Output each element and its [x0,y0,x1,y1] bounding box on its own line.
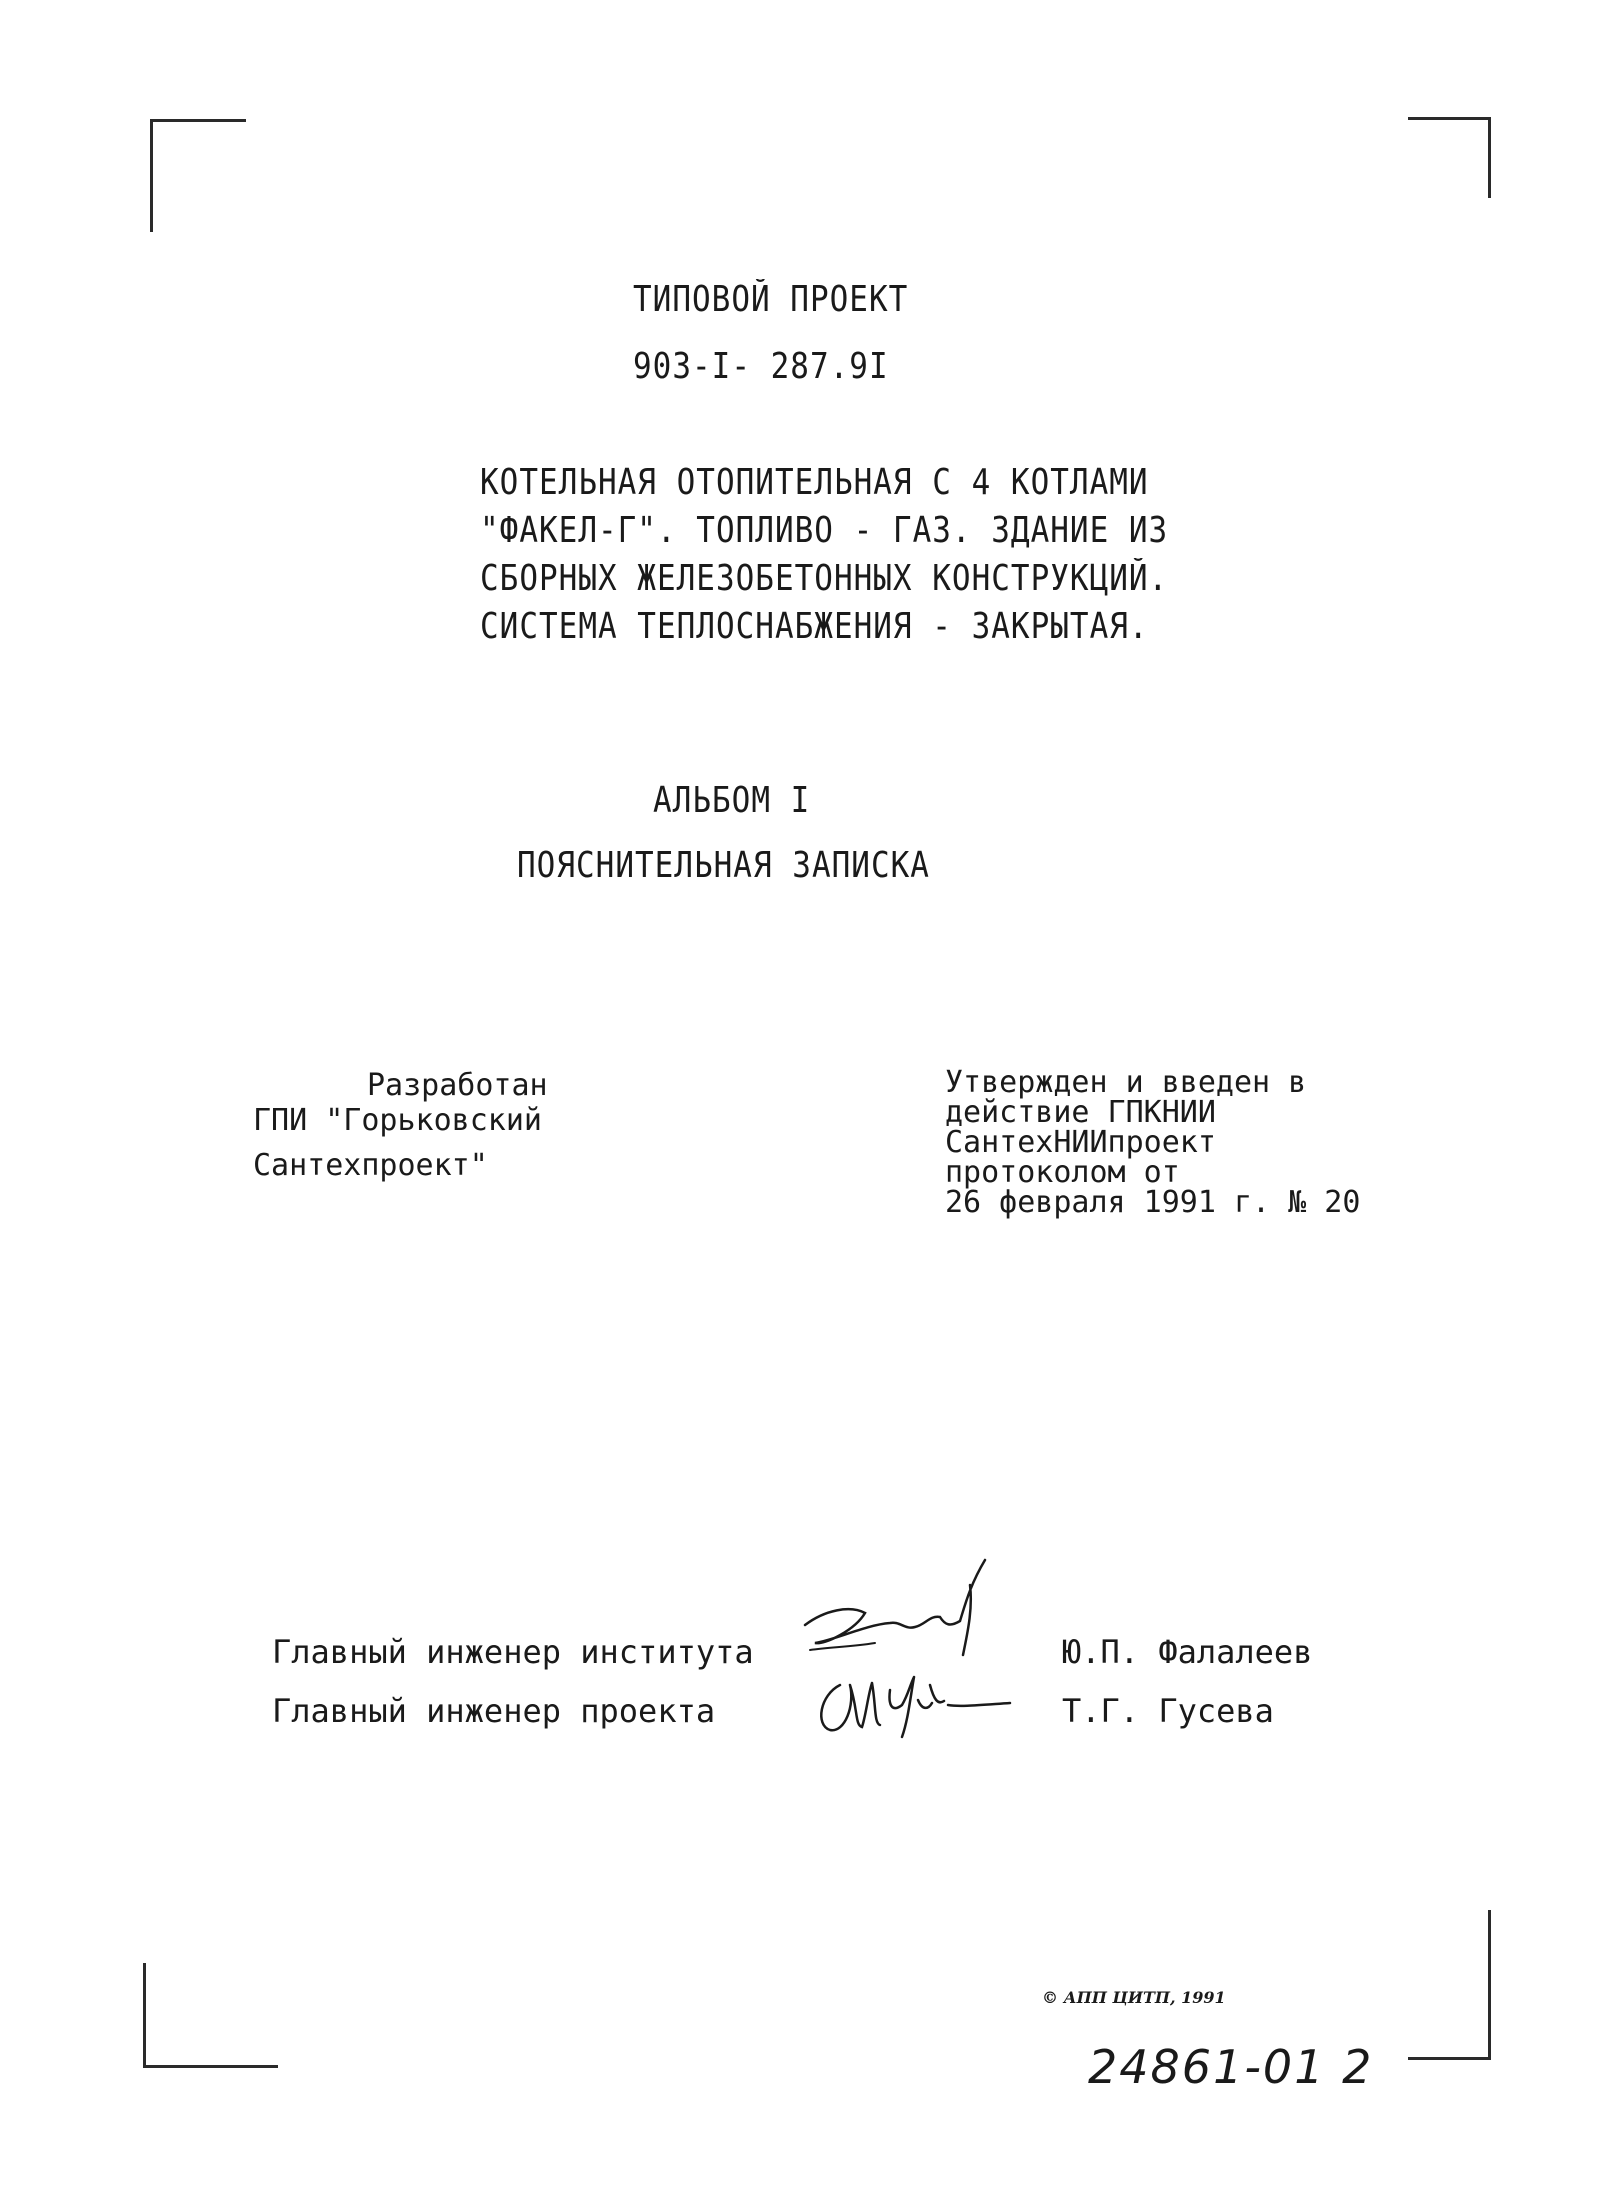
signatory-name: Т.Г. Гусева [1062,1692,1274,1730]
album-label: АЛЬБОМ I [653,780,811,822]
corner-mark-top-right [1408,117,1491,198]
signatory-role: Главный инженер проекта [272,1692,716,1730]
corner-mark-bottom-right [1408,1910,1491,2060]
project-number: 903-I- 287.9I [633,346,889,388]
developer-org-line: ГПИ "Горьковский [253,1103,542,1138]
developed-label: Разработан [367,1068,548,1103]
album-subtitle: ПОЯСНИТЕЛЬНАЯ ЗАПИСКА [517,845,930,887]
handwritten-document-number: 24861-01 2 [1088,2040,1374,2094]
description-line: СБОРНЫХ ЖЕЛЕЗОБЕТОННЫХ КОНСТРУКЦИЙ. [480,558,1169,600]
description-line: КОТЕЛЬНАЯ ОТОПИТЕЛЬНАЯ С 4 КОТЛАМИ [480,462,1149,504]
approval-block [945,1065,1361,1220]
developer-org-line: Сантехпроект" [253,1148,488,1183]
approval-line: действие ГПКНИИ [945,1095,1216,1130]
description-line: СИСТЕМА ТЕПЛОСНАБЖЕНИЯ - ЗАКРЫТАЯ. [480,606,1149,648]
signatory-name: Ю.П. Фалалеев [1062,1633,1313,1671]
signatory-role: Главный инженер института [272,1633,754,1671]
copyright-notice: © АПП ЦИТП, 1991 [1042,1988,1226,2007]
corner-mark-bottom-left [143,1963,278,2068]
corner-mark-top-left [150,119,246,232]
approval-line: Утвержден и введен в [945,1065,1307,1100]
approval-line: протоколом от [945,1155,1180,1190]
approval-line: 26 февраля 1991 г. № 20 [945,1185,1361,1220]
signature-chief-engineer-project [810,1665,1025,1745]
approval-line: СантехНИИпроект [945,1125,1216,1160]
project-type-title: ТИПОВОЙ ПРОЕКТ [633,279,909,321]
description-line: "ФАКЕЛ-Г". ТОПЛИВО - ГАЗ. ЗДАНИЕ ИЗ [480,510,1169,552]
